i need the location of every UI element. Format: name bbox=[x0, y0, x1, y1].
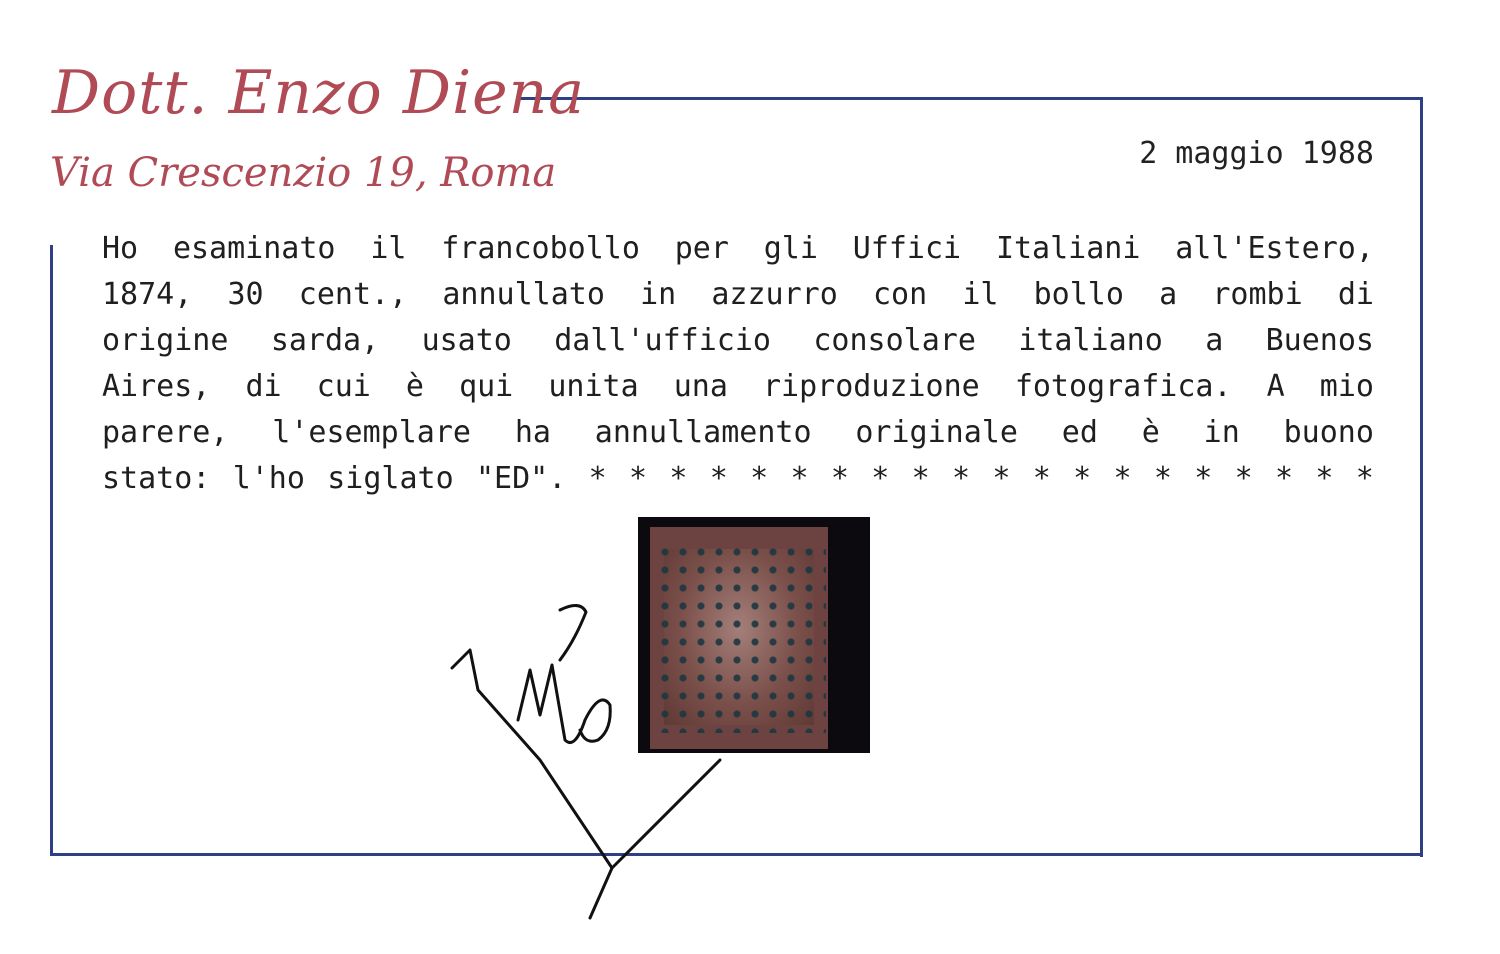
certificate-line bbox=[102, 226, 1374, 272]
certificate-word: usato bbox=[421, 323, 512, 358]
certificate-word: * bbox=[750, 461, 769, 496]
certificate-word: consolare bbox=[813, 323, 976, 358]
certificate-line bbox=[102, 410, 1374, 456]
certificate-word: rombi bbox=[1212, 277, 1303, 312]
certificate-word: "ED". bbox=[476, 461, 567, 496]
signature-stroke-tick bbox=[452, 650, 612, 868]
certificate-word: * bbox=[669, 461, 688, 496]
certificate-date: 2 maggio 1988 bbox=[1139, 136, 1374, 171]
stamp-photo bbox=[638, 517, 870, 753]
certificate-word: * bbox=[952, 461, 971, 496]
certificate-word: sarda, bbox=[270, 323, 380, 358]
certificate-word: cent., bbox=[298, 277, 408, 312]
certificate-word: per bbox=[674, 231, 729, 266]
certificate-word: cui bbox=[316, 369, 371, 404]
certificate-word: il bbox=[370, 231, 407, 266]
certificate-word: di bbox=[1337, 277, 1374, 312]
certificate-word: di bbox=[245, 369, 282, 404]
certificate-word: Ho bbox=[102, 231, 139, 266]
certificate-word: a bbox=[1205, 323, 1224, 358]
certificate-word: * bbox=[871, 461, 890, 496]
frame-right-line bbox=[1420, 97, 1423, 857]
certificate-word: parere, bbox=[102, 415, 229, 450]
certificate-word: azzurro bbox=[711, 277, 838, 312]
certificate-word: siglato bbox=[327, 461, 454, 496]
certificate-word: 1874, bbox=[102, 277, 193, 312]
certificate-word: A bbox=[1266, 369, 1285, 404]
certificate-word: in bbox=[640, 277, 677, 312]
certificate-word: * bbox=[629, 461, 648, 496]
certificate-word: dall'ufficio bbox=[554, 323, 771, 358]
frame-bottom-line bbox=[50, 853, 1423, 856]
certificate-word: ha bbox=[514, 415, 551, 450]
certificate-word: * bbox=[1355, 461, 1374, 496]
certificate-word: * bbox=[1194, 461, 1213, 496]
certificate-word: annullamento bbox=[594, 415, 812, 450]
certificate-word: fotografica. bbox=[1014, 369, 1232, 404]
certificate-word: * bbox=[1234, 461, 1253, 496]
frame-top-line bbox=[516, 97, 1423, 100]
certificate-word: * bbox=[790, 461, 809, 496]
signature-stroke-long bbox=[590, 760, 720, 918]
certificate-word: * bbox=[1113, 461, 1132, 496]
certificate-word: all'Estero, bbox=[1175, 231, 1374, 266]
frame-left-line bbox=[50, 245, 53, 856]
certificate-line bbox=[102, 272, 1374, 318]
certificate-word: francobollo bbox=[441, 231, 640, 266]
signature-stroke-letters bbox=[518, 665, 610, 743]
certificate-word: una bbox=[673, 369, 728, 404]
letterhead-address: Via Crescenzio 19, Roma bbox=[50, 150, 557, 196]
signature-stroke-hook bbox=[560, 605, 586, 660]
certificate-word: origine bbox=[102, 323, 229, 358]
certificate-word: buono bbox=[1283, 415, 1374, 450]
certificate-word: italiano bbox=[1018, 323, 1163, 358]
certificate-text bbox=[102, 226, 1374, 502]
certificate-word: qui bbox=[459, 369, 514, 404]
certificate-word: ed bbox=[1061, 415, 1098, 450]
certificate-word: l'esemplare bbox=[272, 415, 471, 450]
certificate-word: esaminato bbox=[172, 231, 336, 266]
certificate-word: Uffici bbox=[852, 231, 962, 266]
certificate-word: l'ho bbox=[232, 461, 305, 496]
certificate-word: stato: bbox=[102, 461, 211, 496]
certificate-line bbox=[102, 364, 1374, 410]
certificate-word: in bbox=[1203, 415, 1240, 450]
certificate-word: bollo bbox=[1033, 277, 1124, 312]
certificate-word: è bbox=[405, 369, 424, 404]
certificate-word: annullato bbox=[442, 277, 605, 312]
certificate-word: è bbox=[1141, 415, 1160, 450]
letterhead-name: Dott. Enzo Diena bbox=[52, 58, 586, 128]
certificate-word: Buenos bbox=[1265, 323, 1374, 358]
certificate-word: * bbox=[1032, 461, 1051, 496]
certificate-word: * bbox=[1275, 461, 1294, 496]
certificate-word: * bbox=[709, 461, 728, 496]
certificate-word: riproduzione bbox=[762, 369, 980, 404]
certificate-word: il bbox=[962, 277, 999, 312]
certificate-word: * bbox=[1315, 461, 1334, 496]
certificate-word: * bbox=[830, 461, 849, 496]
certificate-word: * bbox=[992, 461, 1011, 496]
certificate-word: * bbox=[1073, 461, 1092, 496]
certificate-word: * bbox=[911, 461, 930, 496]
certificate-word: Aires, bbox=[102, 369, 211, 404]
certificate-line bbox=[102, 456, 1374, 502]
stamp-image bbox=[650, 527, 828, 749]
certificate-word: * bbox=[588, 461, 607, 496]
certificate-word: con bbox=[872, 277, 928, 312]
certificate-word: * bbox=[1153, 461, 1172, 496]
certificate-word: gli bbox=[763, 231, 818, 266]
diamond-cancel-mark bbox=[656, 543, 826, 733]
certificate-line bbox=[102, 318, 1374, 364]
certificate-word: 30 bbox=[227, 277, 264, 312]
certificate-word: originale bbox=[855, 415, 1018, 450]
certificate-word: a bbox=[1159, 277, 1178, 312]
certificate-word: unita bbox=[548, 369, 639, 404]
certificate-word: Italiani bbox=[995, 231, 1141, 266]
certificate-word: mio bbox=[1319, 369, 1374, 404]
